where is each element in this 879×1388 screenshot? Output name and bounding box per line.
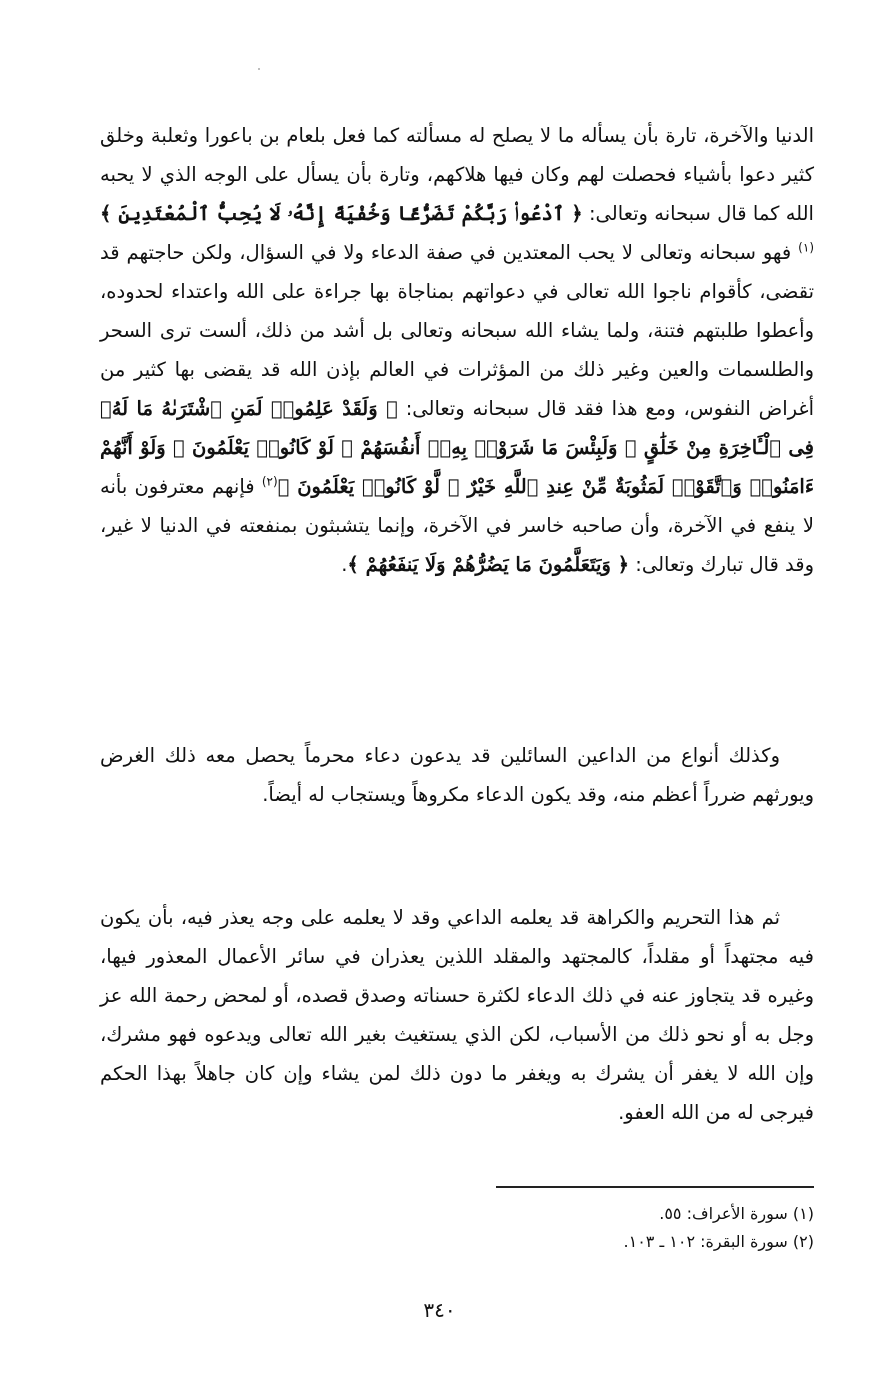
footnotes xyxy=(400,1200,814,1256)
paragraph-3 xyxy=(100,898,814,1132)
quran-verse-3: ﴿ وَيَتَعَلَّمُونَ مَا يَضُرُّهُمْ وَلَا يَنفَعُهُمْ ﴾ xyxy=(347,553,630,576)
print-speck xyxy=(258,68,260,70)
paragraph-3-text: ثم هذا التحريم والكراهة قد يعلمه الداعي وقد لا يعلمه على وجه يعذر فيه، بأن يكون فيه مجتهداً أو مقلداً، كالمجتهد والمقلد اللذين يعذران في سائر الأعمال المعذور فيها، وغيره قد يتجاوز عنه في ذلك الدعاء لكثرة حسناته وصدق قصده، أو لمحض رحمة الله عز وجل به أو نحو ذلك من الأسباب، لكن الذي يستغيث بغير الله تعالى ويدعوه فهو مشرك، وإن الله لا يغفر أن يشرك به ويغفر ما دون ذلك لمن يشاء وإن كان جاهلاً بهذا الحكم فيرجى له من الله العفو. xyxy=(100,906,814,1124)
footnote-1: (١) سورة الأعراف: ٥٥. xyxy=(659,1204,814,1223)
paragraph-2-text: وكذلك أنواع من الداعين السائلين قد يدعون دعاء محرماً يحصل معه ذلك الغرض ويورثهم ضرراً أعظم منه، وقد يكون الدعاء مكروهاً ويستجاب له أيضاً. xyxy=(100,744,814,806)
footnote-ref-1: (١) xyxy=(798,240,814,255)
quran-verse-1: ﴿ ٱدْعُوا۟ رَبَّكُمْ تَضَرُّعًا وَخُفْيَةً إِنَّهُۥ لَا يُحِبُّ ٱلْمُعْتَدِينَ ﴾ xyxy=(100,202,583,225)
page-number: ٣٤٠ xyxy=(423,1298,456,1322)
quran-verse-2: ﴿ وَلَقَدْ عَلِمُوا۟ لَمَنِ ٱشْتَرَىٰهُ مَا لَهُۥ فِى ٱلْـَٔاخِرَةِ مِنْ خَلَٰقٍ ۚ وَلَبِئْسَ مَا شَرَوْا۟ بِهِۦٓ أَنفُسَهُمْ ۚ لَوْ كَانُوا۟ يَعْلَمُونَ ۞ وَلَوْ أَنَّهُمْ ءَامَنُوا۟ وَٱتَّقَوْا۟ لَمَثُوبَةٌ مِّنْ عِندِ ٱللَّهِ خَيْرٌ ۖ لَّوْ كَانُوا۟ يَعْلَمُونَ ﴾ xyxy=(100,397,814,498)
paragraph-1-text-b: فهو سبحانه وتعالى لا يحب المعتدين في صفة الدعاء ولا في السؤال، ولكن حاجتهم قد تقضى، كأقوام ناجوا الله تعالى في دعواتهم بمناجاة بها جراءة على الله واعتداء لحدوده، وأعطوا طلبتهم فتنة، ولما يشاء الله سبحانه وتعالى بل أشد من ذلك، ألست ترى السحر والطلسمات والعين وغير ذلك من المؤثرات في العالم بإذن الله قد يقضى بها كثير من أغراض النفوس، ومع هذا فقد قال سبحانه وتعالى: xyxy=(100,241,814,420)
paragraph-1-text-a: الدنيا والآخرة، تارة بأن يسأله ما لا يصلح له مسألته كما فعل بلعام بن باعورا وثعلبة وخلق كثير دعوا بأشياء فحصلت لهم وكان فيها هلاكهم، وتارة بأن يسأل على الوجه الذي لا يحبه الله كما قال سبحانه وتعالى: xyxy=(100,124,814,225)
footnote-2: (٢) سورة البقرة: ١٠٢ ـ ١٠٣. xyxy=(623,1232,814,1251)
footnote-ref-2: (٢) xyxy=(261,474,278,489)
paragraph-2 xyxy=(100,736,814,814)
paragraph-1-end: . xyxy=(341,553,348,576)
footnote-separator xyxy=(496,1186,814,1188)
paragraph-1 xyxy=(100,116,814,584)
paragraph-1-text-c: فإنهم معترفون بأنه لا ينفع في الآخرة، وأن صاحبه خاسر في الآخرة، وإنما يتشبثون بمنفعته في الدنيا لا غير، وقد قال تبارك وتعالى: xyxy=(100,475,814,576)
